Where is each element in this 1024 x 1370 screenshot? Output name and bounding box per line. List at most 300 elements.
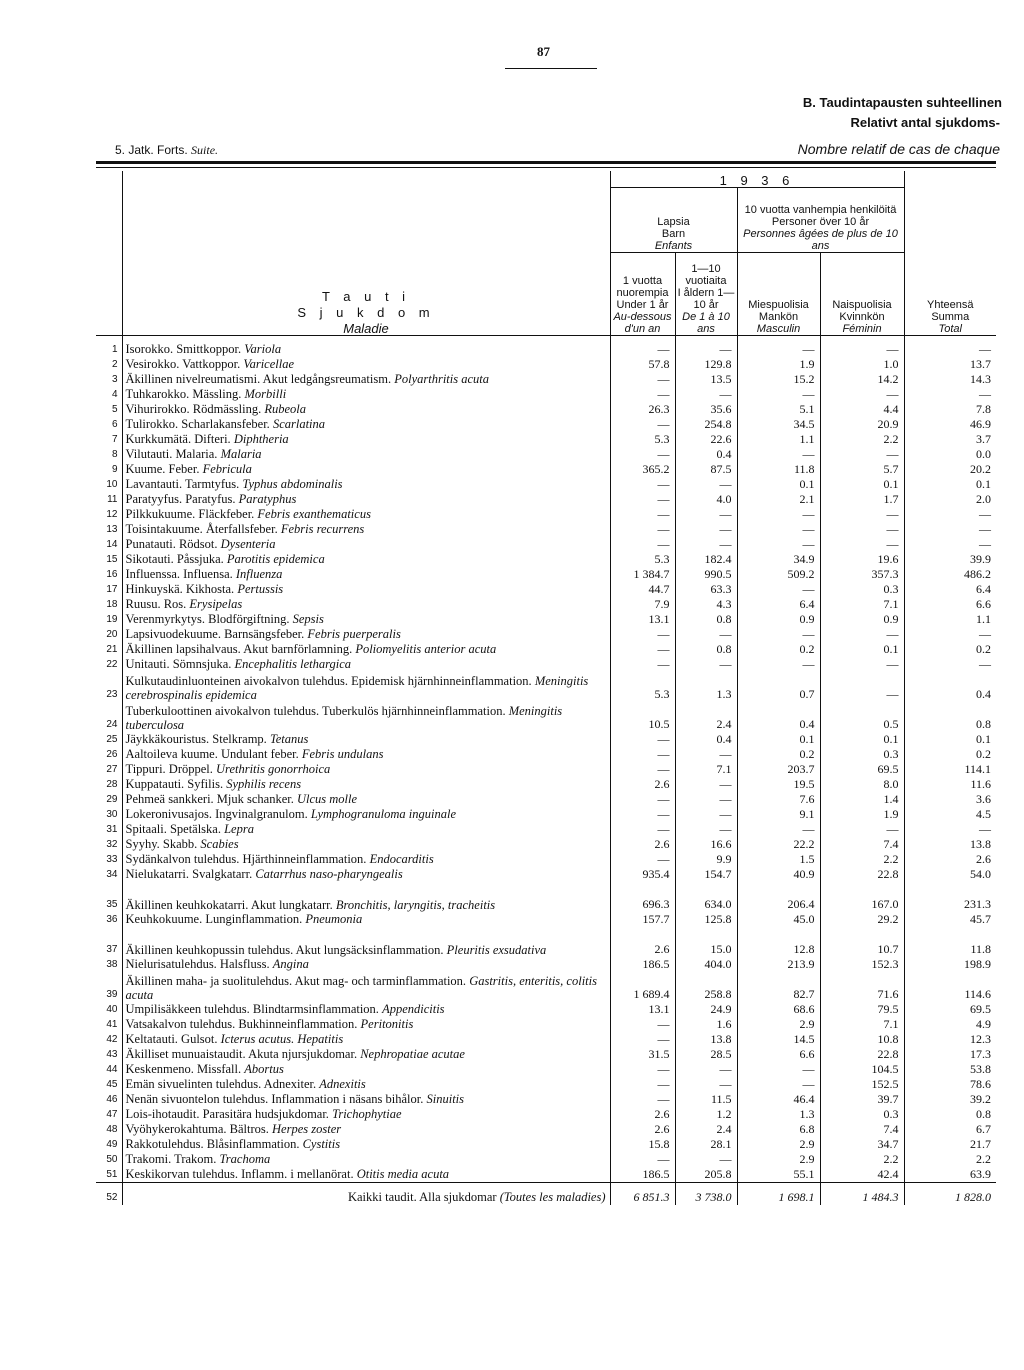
total-label-fi: Kaikki taudit. Alla sjukdomar <box>347 1190 497 1204</box>
table-row <box>96 402 996 417</box>
disease-name-fi: Emän sivuelinten tulehdus. Adnexiter. <box>125 1077 317 1091</box>
disease-name <box>122 357 610 372</box>
table-row <box>96 1122 996 1137</box>
value-cell: 68.6 <box>737 1002 820 1017</box>
value-cell: 22.8 <box>820 867 904 882</box>
disease-name <box>122 777 610 792</box>
table-row <box>96 912 996 927</box>
disease-name <box>122 1002 610 1017</box>
disease-name <box>122 957 610 972</box>
value-cell: — <box>820 672 904 702</box>
table-row <box>96 372 996 387</box>
value-cell: — <box>610 822 675 837</box>
value-cell: 69.5 <box>820 762 904 777</box>
table-row <box>96 1017 996 1032</box>
value-cell: — <box>675 537 737 552</box>
header-col-male <box>737 253 820 336</box>
disease-name-latin: Polyarthritis acuta <box>394 372 490 386</box>
disease-name <box>122 462 610 477</box>
table-row <box>96 612 996 627</box>
disease-name <box>122 1077 610 1092</box>
disease-name <box>122 432 610 447</box>
value-cell: 0.4 <box>976 687 992 701</box>
table-row <box>96 627 996 642</box>
disease-name <box>122 1152 610 1167</box>
disease-name <box>122 1122 610 1137</box>
row-number: 23 <box>96 672 122 702</box>
value-cell: 157.7 <box>610 912 675 927</box>
value-cell: 53.8 <box>970 1062 992 1076</box>
value-cell: — <box>610 336 675 358</box>
disease-name-fi: Keltatauti. Gulsot. <box>125 1032 218 1046</box>
disease-name-fi: Äkillinen maha- ja suolitulehdus. Akut mag- och tarminflammation. <box>125 974 467 988</box>
value-cell: — <box>737 627 820 642</box>
value-cell: — <box>610 492 675 507</box>
value-cell: 10.7 <box>820 927 904 957</box>
table-row <box>96 777 996 792</box>
disease-column-header <box>122 171 610 336</box>
total-value-cell: 1 828.0 <box>904 1183 996 1206</box>
disease-name-latin: Icterus acutus. Hepatitis <box>220 1032 344 1046</box>
header-maladie: Maladie <box>343 321 389 336</box>
value-cell: 935.4 <box>610 867 675 882</box>
value-cell: 2.4 <box>675 702 737 732</box>
value-cell: — <box>979 537 992 551</box>
disease-name-latin: Pneumonia <box>305 912 363 926</box>
value-cell: 125.8 <box>675 912 737 927</box>
disease-name-fi: Umpilisäkkeen tulehdus. Blindtarmsinflammation. <box>125 1002 379 1016</box>
value-cell: 0.8 <box>976 717 992 731</box>
value-cell: 10.5 <box>610 702 675 732</box>
table-row <box>96 1062 996 1077</box>
value-cell: 1.4 <box>820 792 904 807</box>
table-row <box>96 867 996 882</box>
value-cell: 57.8 <box>610 357 675 372</box>
value-cell: 2.9 <box>737 1017 820 1032</box>
value-cell: — <box>610 537 675 552</box>
value-cell: 26.3 <box>610 402 675 417</box>
value-cell: 1.3 <box>675 672 737 702</box>
value-cell: 78.6 <box>970 1077 992 1091</box>
row-number: 7 <box>96 432 122 447</box>
disease-name <box>122 597 610 612</box>
table-row <box>96 336 996 358</box>
table-row <box>96 507 996 522</box>
disease-name-fi: Lavantauti. Tarmtyfus. <box>125 477 240 491</box>
disease-name-latin: Varicellae <box>243 357 295 371</box>
value-cell: 22.8 <box>820 1047 904 1062</box>
value-cell: — <box>675 807 737 822</box>
value-cell: 182.4 <box>675 552 737 567</box>
value-cell: 17.3 <box>970 1047 992 1061</box>
header-col3-sv: Mankön <box>758 311 799 323</box>
value-cell: — <box>610 507 675 522</box>
disease-name-fi: Tulirokko. Scharlakansfeber. <box>125 417 270 431</box>
disease-name <box>122 492 610 507</box>
value-cell: 186.5 <box>610 957 675 972</box>
disease-name <box>122 537 610 552</box>
value-cell: — <box>820 537 904 552</box>
row-number: 44 <box>96 1062 122 1077</box>
row-number: 11 <box>96 492 122 507</box>
value-cell: 205.8 <box>675 1167 737 1183</box>
header-older <box>737 188 904 253</box>
disease-name-latin: Febris exanthematicus <box>257 507 371 521</box>
value-cell: 0.4 <box>675 732 737 747</box>
table-row <box>96 477 996 492</box>
value-cell: 152.5 <box>820 1077 904 1092</box>
value-cell: 34.5 <box>737 417 820 432</box>
table-row <box>96 657 996 672</box>
disease-name-latin: Paratyphus <box>238 492 297 506</box>
disease-name-fi: Vyöhykerokahtuma. Bältros. <box>125 1122 269 1136</box>
disease-name <box>122 552 610 567</box>
top-rule <box>96 161 996 164</box>
value-cell: 87.5 <box>675 462 737 477</box>
value-cell: 486.2 <box>964 567 992 581</box>
disease-name-fi: Nenän sivuontelon tulehdus. Inflammation i näsans bihålor. <box>125 1092 424 1106</box>
disease-name-fi: Hinkuyskä. Kikhosta. <box>125 582 235 596</box>
value-cell: — <box>675 507 737 522</box>
value-cell: — <box>610 852 675 867</box>
header-col1-sv: Under 1 år <box>616 299 669 311</box>
row-number: 19 <box>96 612 122 627</box>
value-cell: 4.9 <box>976 1017 992 1031</box>
value-cell: — <box>979 657 992 671</box>
value-cell: 3.7 <box>976 432 992 446</box>
value-cell: 5.3 <box>610 552 675 567</box>
disease-name-fi: Rakkotulehdus. Blåsinflammation. <box>125 1137 300 1151</box>
disease-name-latin: Febricula <box>202 462 252 476</box>
disease-name-latin: Sepsis <box>292 612 324 626</box>
value-cell: 20.9 <box>820 417 904 432</box>
disease-name-fi: Paratyyfus. Paratyfus. <box>125 492 236 506</box>
value-cell: — <box>675 747 737 762</box>
value-cell: — <box>610 387 675 402</box>
table-row <box>96 732 996 747</box>
row-number: 2 <box>96 357 122 372</box>
value-cell: 0.7 <box>737 672 820 702</box>
header-children-fi: Lapsia <box>657 216 690 228</box>
value-cell: — <box>737 1077 820 1092</box>
disease-name-latin: Trachoma <box>219 1152 271 1166</box>
value-cell: 46.4 <box>737 1092 820 1107</box>
disease-name <box>122 807 610 822</box>
value-cell: 4.4 <box>820 402 904 417</box>
row-number: 15 <box>96 552 122 567</box>
total-value-cell: 6 851.3 <box>610 1183 675 1206</box>
disease-name <box>122 447 610 462</box>
disease-name-latin: Variola <box>244 342 282 356</box>
table-row <box>96 1032 996 1047</box>
disease-name-latin: Bronchitis, laryngitis, tracheitis <box>335 898 496 912</box>
row-number: 10 <box>96 477 122 492</box>
value-cell: — <box>737 387 820 402</box>
value-cell: 1.1 <box>737 432 820 447</box>
table-row <box>96 432 996 447</box>
row-number: 22 <box>96 657 122 672</box>
disease-name-fi: Lapsivuodekuume. Barnsängsfeber. <box>125 627 305 641</box>
value-cell: 6.6 <box>976 597 992 611</box>
disease-name <box>122 642 610 657</box>
table-row <box>96 597 996 612</box>
value-cell: 0.1 <box>737 732 820 747</box>
value-cell: — <box>675 657 737 672</box>
header-older-fr: Personnes âgées de plus de 10 ans <box>743 228 898 252</box>
row-number: 25 <box>96 732 122 747</box>
value-cell: 0.9 <box>737 612 820 627</box>
table-row <box>96 537 996 552</box>
value-cell: — <box>737 657 820 672</box>
disease-name-latin: Herpes zoster <box>272 1122 342 1136</box>
value-cell: — <box>979 387 992 401</box>
header-col-1to10 <box>675 253 737 336</box>
value-cell: 14.3 <box>970 372 992 386</box>
table-row <box>96 837 996 852</box>
value-cell: 2.2 <box>820 852 904 867</box>
section-title-line1: B. Taudintapausten suhteellinen <box>802 95 1002 110</box>
value-cell: 55.1 <box>737 1167 820 1183</box>
value-cell: 2.6 <box>610 837 675 852</box>
value-cell: 21.7 <box>970 1137 992 1151</box>
section-title-french: Nombre relatif de cas de chaque <box>797 141 1000 157</box>
value-cell: 990.5 <box>675 567 737 582</box>
row-number: 6 <box>96 417 122 432</box>
row-number: 9 <box>96 462 122 477</box>
disease-name-latin: Angina <box>272 957 309 971</box>
table-row <box>96 822 996 837</box>
value-cell: 54.0 <box>970 867 992 881</box>
table-row <box>96 387 996 402</box>
table-row <box>96 747 996 762</box>
value-cell: 63.9 <box>970 1167 992 1181</box>
value-cell: 13.8 <box>675 1032 737 1047</box>
value-cell: 5.7 <box>820 462 904 477</box>
value-cell: 2.6 <box>610 777 675 792</box>
header-year: 1 9 3 6 <box>610 171 904 188</box>
value-cell: 0.3 <box>820 582 904 597</box>
value-cell: 35.6 <box>675 402 737 417</box>
table-header <box>96 171 996 336</box>
value-cell: 0.2 <box>737 747 820 762</box>
disease-name-fi: Keskenmeno. Missfall. <box>125 1062 242 1076</box>
value-cell: 213.9 <box>737 957 820 972</box>
value-cell: 0.1 <box>737 477 820 492</box>
disease-name-latin: Erysipelas <box>189 597 243 611</box>
disease-name-latin: Catarrhus naso-pharyngealis <box>255 867 403 881</box>
value-cell: — <box>610 447 675 462</box>
disease-name-fi: Vilutauti. Malaria. <box>125 447 218 461</box>
value-cell: 365.2 <box>610 462 675 477</box>
value-cell: — <box>737 336 820 358</box>
value-cell: 7.9 <box>610 597 675 612</box>
disease-name-latin: Meningitis tuberculosa <box>125 704 563 732</box>
disease-name-latin: Syphilis recens <box>226 777 302 791</box>
table-row <box>96 957 996 972</box>
header-col3-fi: Miespuolisia <box>748 299 809 311</box>
value-cell: 254.8 <box>675 417 737 432</box>
value-cell: 0.0 <box>976 447 992 461</box>
table-row <box>96 492 996 507</box>
row-number: 42 <box>96 1032 122 1047</box>
row-number: 32 <box>96 837 122 852</box>
row-number: 51 <box>96 1167 122 1183</box>
value-cell: 13.1 <box>610 1002 675 1017</box>
value-cell: — <box>737 822 820 837</box>
header-col1-fr: Au-dessous d'un an <box>613 311 672 335</box>
value-cell: — <box>610 792 675 807</box>
value-cell: — <box>675 1077 737 1092</box>
header-tauti: T a u t i <box>321 289 411 304</box>
value-cell: 63.3 <box>675 582 737 597</box>
value-cell: — <box>979 342 992 356</box>
value-cell: 7.6 <box>737 792 820 807</box>
value-cell: — <box>820 627 904 642</box>
value-cell: 39.9 <box>970 552 992 566</box>
disease-name <box>122 387 610 402</box>
value-cell: 1.6 <box>675 1017 737 1032</box>
disease-name <box>122 912 610 927</box>
value-cell: 2.6 <box>610 927 675 957</box>
value-cell: — <box>675 792 737 807</box>
disease-name-fi: Jäykkäkouristus. Stelkramp. <box>125 732 267 746</box>
value-cell: 2.2 <box>820 1152 904 1167</box>
value-cell: 0.2 <box>976 642 992 656</box>
row-number: 33 <box>96 852 122 867</box>
value-cell: — <box>737 447 820 462</box>
disease-name <box>122 762 610 777</box>
disease-name-fi: Isorokko. Smittkoppor. <box>125 342 242 356</box>
disease-name-latin: Ulcus molle <box>296 792 358 806</box>
header-col1-fi: 1 vuotta nuorempia <box>616 275 669 299</box>
row-number: 14 <box>96 537 122 552</box>
value-cell: 7.4 <box>820 837 904 852</box>
page-number-rule <box>505 68 597 69</box>
disease-name-latin: Trichophytiae <box>332 1107 402 1121</box>
value-cell: 24.9 <box>675 1002 737 1017</box>
row-number: 40 <box>96 1002 122 1017</box>
value-cell: 509.2 <box>737 567 820 582</box>
value-cell: 114.1 <box>964 762 992 776</box>
disease-name <box>122 837 610 852</box>
value-cell: 152.3 <box>820 957 904 972</box>
table-row <box>96 447 996 462</box>
value-cell: 45.0 <box>737 912 820 927</box>
value-cell: 0.5 <box>820 702 904 732</box>
table-row <box>96 852 996 867</box>
value-cell: 154.7 <box>675 867 737 882</box>
value-cell: 0.2 <box>737 642 820 657</box>
value-cell: — <box>610 1092 675 1107</box>
disease-name <box>122 792 610 807</box>
disease-name <box>122 402 610 417</box>
disease-name-fi: Influenssa. Influensa. <box>125 567 233 581</box>
disease-name-latin: Diphtheria <box>233 432 289 446</box>
value-cell: 12.8 <box>737 927 820 957</box>
disease-name-latin: Malaria <box>220 447 262 461</box>
value-cell: 34.7 <box>820 1137 904 1152</box>
table-row <box>96 1167 996 1183</box>
row-number: 48 <box>96 1122 122 1137</box>
value-cell: 104.5 <box>820 1062 904 1077</box>
table-row <box>96 462 996 477</box>
value-cell: 1.9 <box>737 357 820 372</box>
header-total-sv: Summa <box>931 311 970 323</box>
row-number: 35 <box>96 882 122 912</box>
value-cell: 2.2 <box>976 1152 992 1166</box>
value-cell: 1.9 <box>820 807 904 822</box>
disease-name-latin: Morbilli <box>244 387 287 401</box>
value-cell: — <box>979 522 992 536</box>
value-cell: — <box>610 417 675 432</box>
value-cell: 0.1 <box>820 477 904 492</box>
row-number: 3 <box>96 372 122 387</box>
table-row <box>96 642 996 657</box>
section-title-line2: Relativt antal sjukdoms- <box>850 115 1000 130</box>
disease-name <box>122 1137 610 1152</box>
value-cell: 11.6 <box>970 777 992 791</box>
row-number: 47 <box>96 1107 122 1122</box>
value-cell: 2.2 <box>820 432 904 447</box>
row-number: 12 <box>96 507 122 522</box>
disease-name <box>122 867 610 882</box>
value-cell: 1 384.7 <box>610 567 675 582</box>
table-row <box>96 672 996 702</box>
value-cell: 0.1 <box>820 642 904 657</box>
disease-name-fi: Kurkkumätä. Difteri. <box>125 432 231 446</box>
row-number: 24 <box>96 702 122 732</box>
disease-name-fi: Tuberkuloottinen aivokalvon tulehdus. Tuberkulös hjärnhinneinflammation. <box>125 704 506 718</box>
table-row <box>96 1077 996 1092</box>
value-cell: — <box>675 387 737 402</box>
disease-name-fi: Ruusu. Ros. <box>125 597 187 611</box>
value-cell: — <box>675 1152 737 1167</box>
disease-name-latin: Otitis media acuta <box>356 1167 450 1181</box>
value-cell: 19.6 <box>820 552 904 567</box>
value-cell: 2.9 <box>737 1152 820 1167</box>
table-row <box>96 807 996 822</box>
value-cell: 0.4 <box>675 447 737 462</box>
value-cell: 206.4 <box>737 882 820 912</box>
value-cell: — <box>737 522 820 537</box>
value-cell: 7.8 <box>976 402 992 416</box>
disease-name <box>122 852 610 867</box>
value-cell: — <box>820 657 904 672</box>
header-col4-fr: Féminin <box>842 323 882 335</box>
table-row <box>96 522 996 537</box>
value-cell: — <box>610 1062 675 1077</box>
header-col4-fi: Naispuolisia <box>832 299 892 311</box>
value-cell: 29.2 <box>820 912 904 927</box>
value-cell: 1 689.4 <box>610 972 675 1002</box>
row-number: 38 <box>96 957 122 972</box>
value-cell: — <box>610 1032 675 1047</box>
disease-name-fi: Nielukatarri. Svalgkatarr. <box>125 867 253 881</box>
disease-name <box>122 417 610 432</box>
value-cell: 2.0 <box>976 492 992 506</box>
value-cell: 6.8 <box>737 1122 820 1137</box>
disease-name-latin: Abortus <box>244 1062 284 1076</box>
row-number: 1 <box>96 336 122 358</box>
disease-name <box>122 747 610 762</box>
disease-name-fi: Toisintakuume. Återfallsfeber. <box>125 522 278 536</box>
value-cell: 28.1 <box>675 1137 737 1152</box>
table-row <box>96 1092 996 1107</box>
value-cell: 11.8 <box>737 462 820 477</box>
value-cell: 2.4 <box>675 1122 737 1137</box>
value-cell: — <box>737 1062 820 1077</box>
disease-name <box>122 507 610 522</box>
